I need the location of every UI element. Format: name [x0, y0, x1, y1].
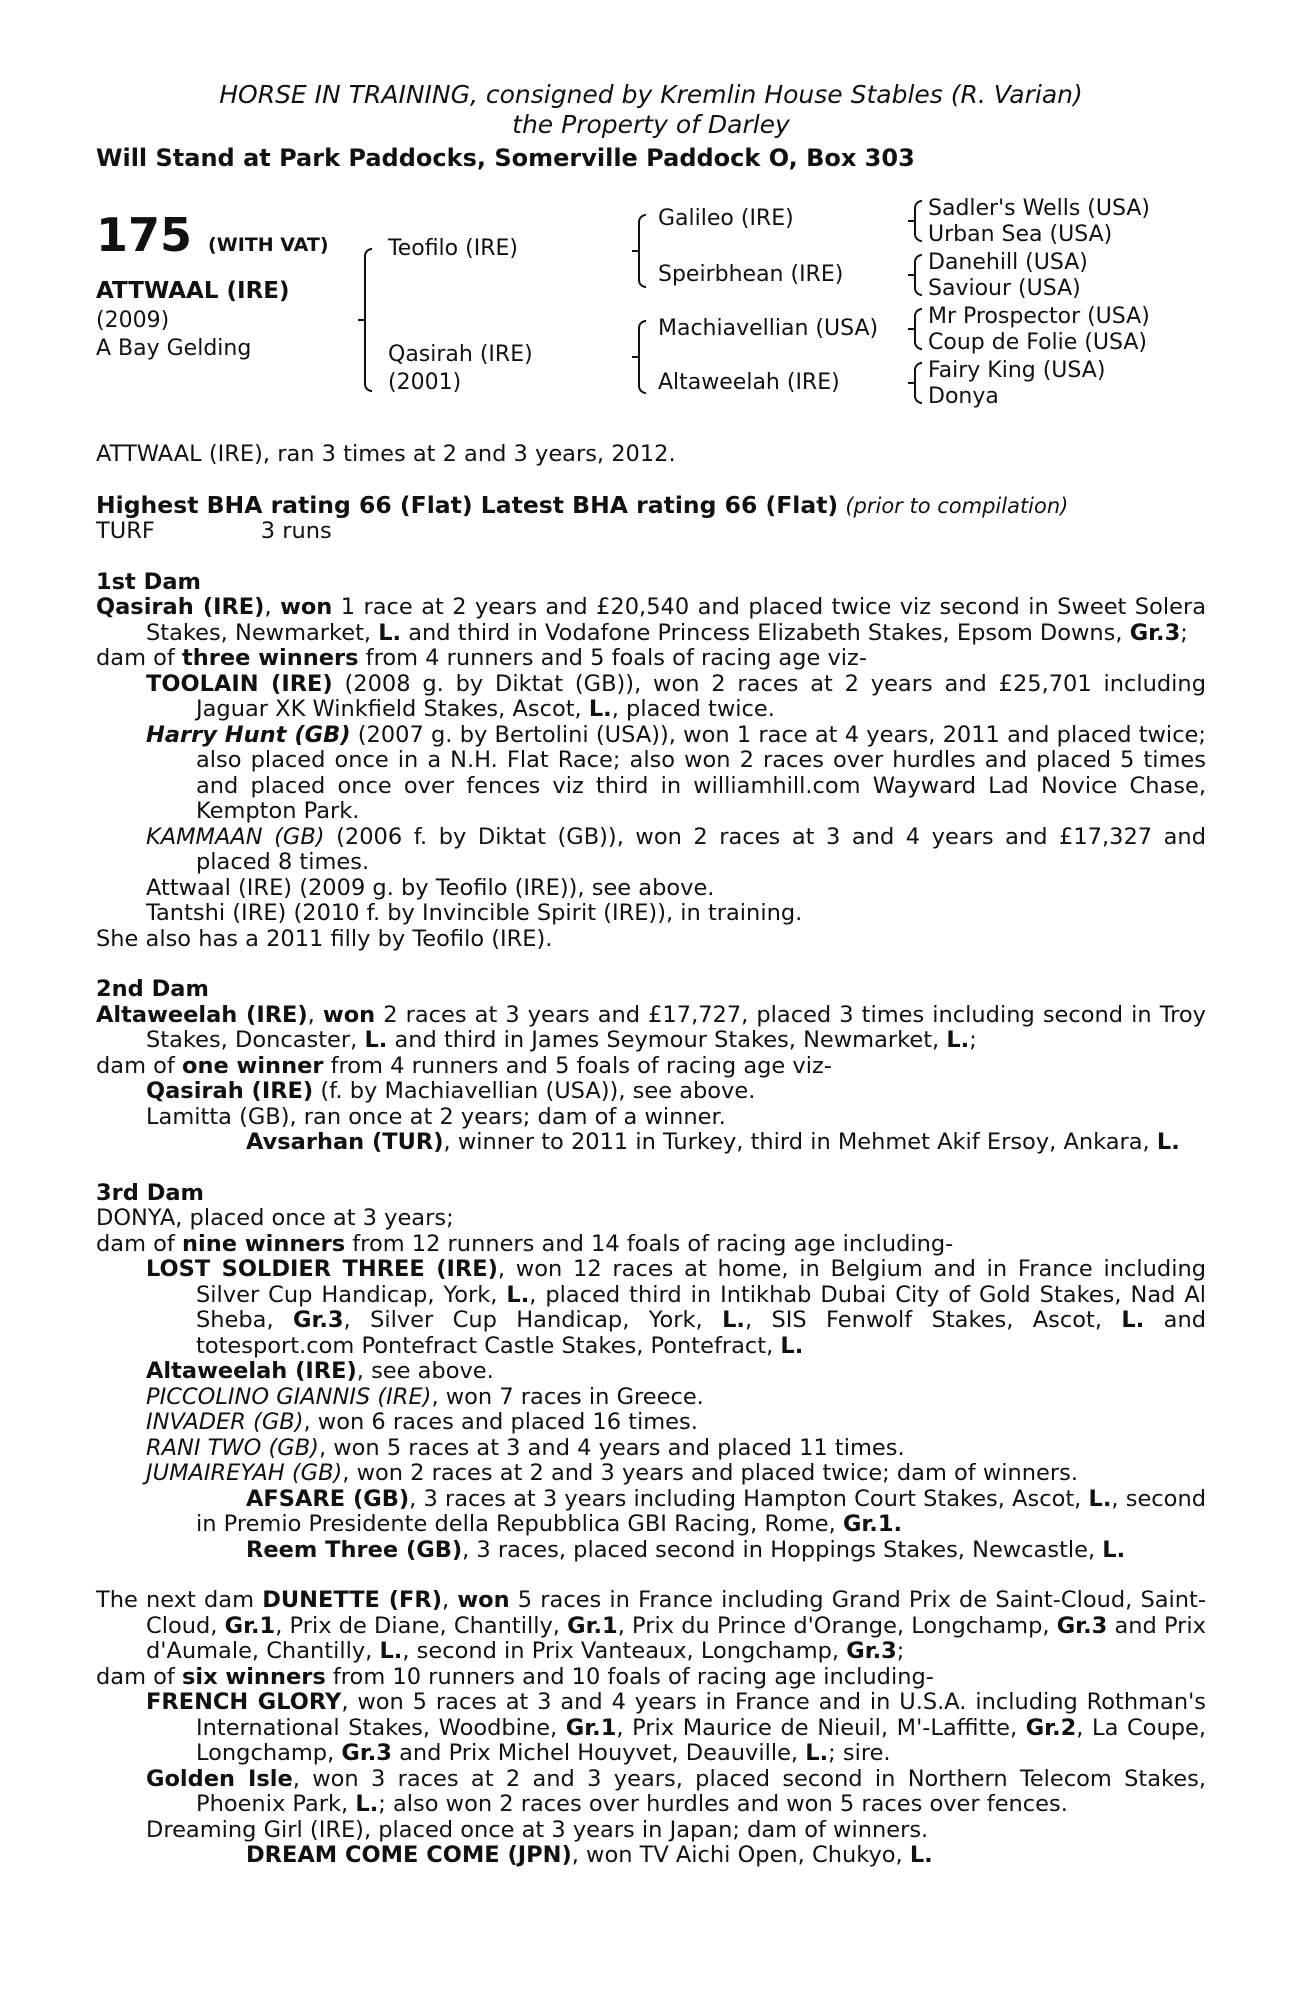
dam-year: (2001): [388, 370, 462, 395]
sire-sire-sire: Sadler's Wells (USA): [928, 196, 1150, 221]
dam1-filly-note: She also has a 2011 filly by Teofilo (IRE).: [96, 925, 553, 952]
produce-harry-hunt: Harry Hunt (GB) (2007 g. by Bertolini (USA)), won 1 race at 4 years, 2011 and placed twice; also placed once in a N.H. Flat Race; also won 2 races over hurdles and placed 5 times and placed once over fences viz third in williamhill.com Wayward Lad Novice Chase, Kempton Park.: [146, 721, 1206, 824]
body-text: [96, 442, 1206, 1869]
surface: TURF: [96, 518, 155, 544]
produce-reem-three: Reem Three (GB), 3 races, placed second in Hoppings Stakes, Newcastle, L.: [246, 1536, 1126, 1563]
horse-name: ATTWAAL (IRE): [96, 278, 290, 304]
sire-dam-dam: Saviour (USA): [928, 276, 1081, 301]
dam-sire: Machiavellian (USA): [658, 316, 879, 341]
dam-sire-sire: Mr Prospector (USA): [928, 304, 1150, 329]
produce-avsarhan: Avsarhan (TUR), winner to 2011 in Turkey, third in Mehmet Akif Ersoy, Ankara, L.: [246, 1129, 1180, 1155]
dam3-produce-summary: dam of nine winners from 12 runners and 14 foals of racing age including-: [96, 1230, 954, 1257]
dam1-name: Qasirah (IRE): [96, 594, 265, 620]
produce-invader: INVADER (GB), won 6 races and placed 16 times.: [146, 1409, 698, 1435]
sire: Teofilo (IRE): [388, 236, 518, 261]
dam1-heading: 1st Dam: [96, 568, 201, 595]
horse-description: A Bay Gelding: [96, 336, 252, 361]
foaling-year: (2009): [96, 308, 170, 333]
brace-dam: [632, 320, 646, 394]
lot-number-row: [96, 210, 329, 270]
runs: 3 runs: [260, 518, 332, 544]
brace-gen1: [358, 248, 372, 392]
produce-afsare: AFSARE (GB), 3 races at 3 years including Hampton Court Stakes, Ascot, L., second in Premio Presidente della Repubblica GBI Racing, Rome, Gr.1.: [196, 1485, 1206, 1537]
produce-attwaal: Attwaal (IRE) (2009 g. by Teofilo (IRE)), see above.: [146, 874, 715, 901]
pedigree-block: [96, 196, 1206, 442]
dam3-record: DONYA, placed once at 3 years;: [96, 1205, 454, 1231]
vat-note: (WITH VAT): [208, 234, 329, 256]
sire-sire-dam: Urban Sea (USA): [928, 222, 1113, 247]
rating-bold: Highest BHA rating 66 (Flat) Latest BHA rating 66 (Flat): [96, 490, 839, 519]
brace-sd: [908, 254, 922, 296]
sire-sire: Galileo (IRE): [658, 206, 794, 231]
dam: Qasirah (IRE): [388, 342, 533, 367]
produce-jumaireyah: JUMAIREYAH (GB), won 2 races at 2 and 3 years and placed twice; dam of winners.: [146, 1460, 1079, 1486]
dam2-record: Altaweelah (IRE), won 2 races at 3 years and £17,727, placed 3 times including second in Troy Stakes, Doncaster, L. and third in James Seymour Stakes, Newmarket, L.;: [96, 1001, 1206, 1053]
brace-dd: [908, 362, 922, 404]
produce-dreaming-girl: Dreaming Girl (IRE), placed once at 3 years in Japan; dam of winners.: [146, 1816, 929, 1843]
catalogue-page: [96, 80, 1206, 1869]
sire-dam: Speirbhean (IRE): [658, 262, 844, 287]
dam-dam-sire: Fairy King (USA): [928, 358, 1106, 383]
produce-kammaan: KAMMAAN (GB) (2006 f. by Diktat (GB)), won 2 races at 3 and 4 years and £17,327 and placed 8 times.: [146, 823, 1206, 875]
produce-lamitta: Lamitta (GB), ran once at 2 years; dam of a winner.: [146, 1103, 726, 1130]
next-dam-produce-summary: dam of six winners from 10 runners and 10 foals of racing age including-: [96, 1663, 934, 1690]
brace-sire: [632, 214, 646, 288]
brace-ds: [908, 308, 922, 350]
dam-dam: Altaweelah (IRE): [658, 370, 840, 395]
produce-qasirah: Qasirah (IRE) (f. by Machiavellian (USA)), see above.: [146, 1078, 756, 1104]
produce-toolain: TOOLAIN (IRE) (2008 g. by Diktat (GB)), won 2 races at 2 years and £25,701 including Jaguar XK Winkfield Stakes, Ascot, L., placed twice.: [146, 670, 1206, 722]
produce-tantshi: Tantshi (IRE) (2010 f. by Invincible Spirit (IRE)), in training.: [146, 900, 803, 926]
produce-altaweelah: Altaweelah (IRE), see above.: [146, 1358, 494, 1384]
rating-note: (prior to compilation): [845, 493, 1069, 518]
next-dam-record: The next dam DUNETTE (FR), won 5 races in France including Grand Prix de Saint-Cloud, Saint-Cloud, Gr.1, Prix de Diane, Chantilly, Gr.1, Prix du Prince d'Orange, Longchamp, Gr.3 and Prix d'Aumale, Chantilly, L., second in Prix Vanteaux, Longchamp, Gr.3;: [96, 1587, 1207, 1664]
produce-lost-soldier-three: LOST SOLDIER THREE (IRE), won 12 races at home, in Belgium and in France including Silver Cup Handicap, York, L., placed third in Intikhab Dubai City of Gold Stakes, Nad Al Sheba, Gr.3, Silver Cup Handicap, York, L., SIS Fenwolf Stakes, Ascot, L. and totesport.com Pontefract Castle Stakes, Pontefract, L.: [146, 1256, 1207, 1359]
property-line: the Property of Darley: [512, 110, 790, 139]
dam2-produce-summary: dam of one winner from 4 runners and 5 foals of racing age viz-: [96, 1052, 832, 1079]
rating-line: [96, 490, 1206, 520]
surface-line: [96, 519, 1206, 545]
dam3-heading: 3rd Dam: [96, 1179, 204, 1206]
dam1-produce-summary: dam of three winners from 4 runners and 5 foals of racing age viz-: [96, 645, 867, 671]
sire-dam-sire: Danehill (USA): [928, 250, 1088, 275]
race-summary: ATTWAAL (IRE), ran 3 times at 2 and 3 years, 2012.: [96, 441, 676, 467]
produce-piccolino-giannis: PICCOLINO GIANNIS (IRE), won 7 races in Greece.: [146, 1383, 704, 1410]
consignor-line: HORSE IN TRAINING, consigned by Kremlin House Stables (R. Varian): [219, 80, 1083, 109]
produce-french-glory: FRENCH GLORY, won 5 races at 3 and 4 years in France and in U.S.A. including Rothman's International Stakes, Woodbine, Gr.1, Prix Maurice de Nieuil, M'-Laffitte, Gr.2, La Coupe, Longchamp, Gr.3 and Prix Michel Houyvet, Deauville, L.; sire.: [146, 1689, 1207, 1766]
lot-number: 175: [96, 208, 193, 262]
dam-sire-dam: Coup de Folie (USA): [928, 330, 1147, 355]
produce-golden-isle: Golden Isle, won 3 races at 2 and 3 years, placed second in Northern Telecom Stakes, Phoenix Park, L.; also won 2 races over hurdles and won 5 races over fences.: [146, 1765, 1206, 1817]
brace-ss: [908, 200, 922, 242]
dam1-record: Qasirah (IRE), won 1 race at 2 years and £20,540 and placed twice viz second in Sweet Solera Stakes, Newmarket, L. and third in Vodafone Princess Elizabeth Stakes, Epsom Downs, Gr.3;: [96, 594, 1206, 646]
stabling-line: Will Stand at Park Paddocks, Somerville Paddock O, Box 303: [96, 144, 915, 172]
dam2-heading: 2nd Dam: [96, 976, 209, 1002]
produce-dream-come-come: DREAM COME COME (JPN), won TV Aichi Open, Chukyo, L.: [246, 1842, 933, 1868]
dam-dam-dam: Donya: [928, 384, 999, 409]
produce-rani-two: RANI TWO (GB), won 5 races at 3 and 4 years and placed 11 times.: [146, 1434, 905, 1461]
